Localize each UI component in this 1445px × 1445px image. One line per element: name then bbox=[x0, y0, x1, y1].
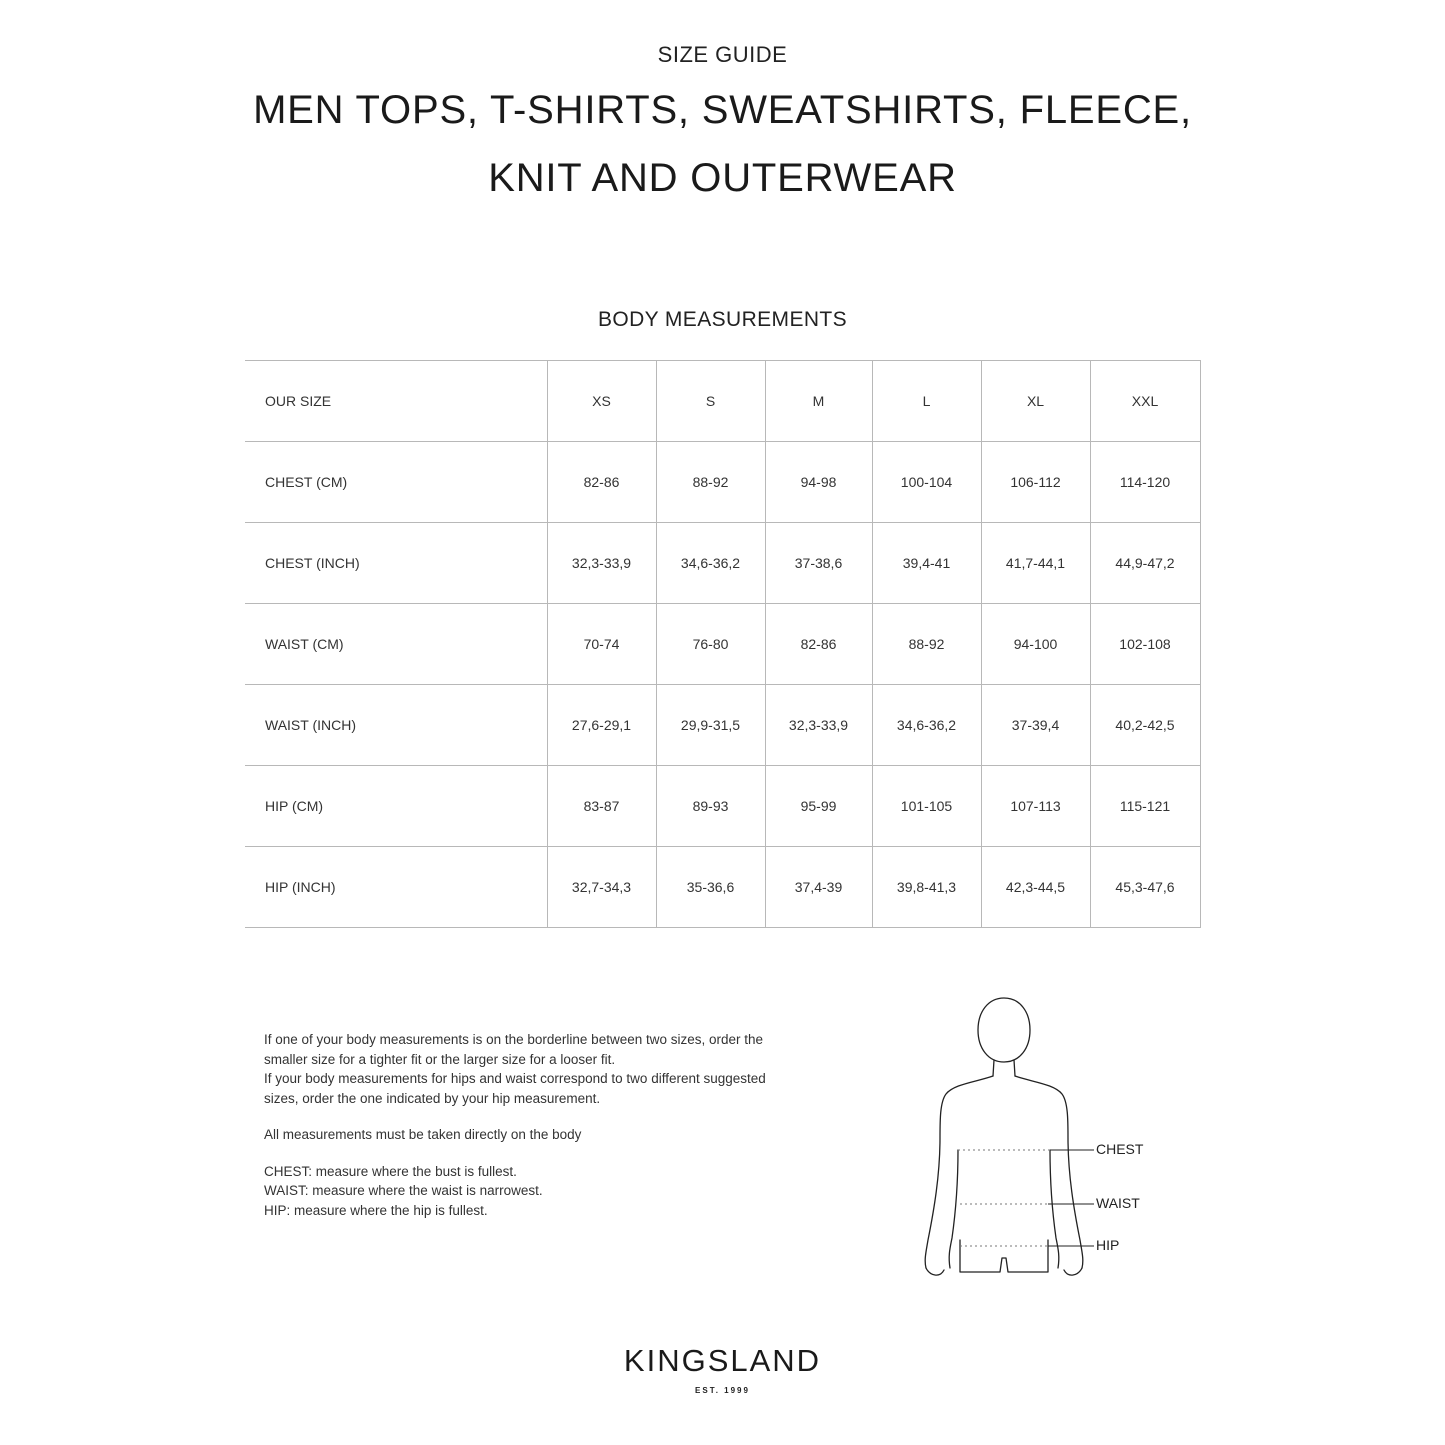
brand-logo: KINGSLAND bbox=[623, 1343, 822, 1378]
page-title-line-2: KNIT AND OUTERWEAR bbox=[488, 156, 957, 200]
note-line: All measurements must be taken directly on the body bbox=[264, 1127, 582, 1142]
body-measurement-figure bbox=[900, 990, 1170, 1290]
size-header-cell: XL bbox=[981, 361, 1090, 442]
table-cell: 83-87 bbox=[547, 766, 656, 847]
table-cell: 88-92 bbox=[656, 442, 765, 523]
table-cell: 34,6-36,2 bbox=[872, 685, 981, 766]
spacer bbox=[264, 1108, 864, 1125]
table-row bbox=[245, 685, 1200, 766]
table-cell: 114-120 bbox=[1090, 442, 1200, 523]
body-silhouette-icon bbox=[900, 990, 1170, 1290]
table-cell: 32,3-33,9 bbox=[765, 685, 872, 766]
row-label: OUR SIZE bbox=[245, 361, 547, 442]
note-line: If one of your body measurements is on the borderline between two sizes, order the bbox=[264, 1032, 764, 1047]
table-cell: 107-113 bbox=[981, 766, 1090, 847]
row-label: CHEST (INCH) bbox=[245, 523, 547, 604]
table-cell: 106-112 bbox=[981, 442, 1090, 523]
table-cell: 115-121 bbox=[1090, 766, 1200, 847]
table-cell: 94-100 bbox=[981, 604, 1090, 685]
size-header-cell: S bbox=[656, 361, 765, 442]
table-cell: 76-80 bbox=[656, 604, 765, 685]
table-cell: 82-86 bbox=[547, 442, 656, 523]
table-row-header bbox=[245, 361, 1200, 442]
waist-label: WAIST bbox=[1096, 1195, 1140, 1211]
table-cell: 40,2-42,5 bbox=[1090, 685, 1200, 766]
table-cell: 89-93 bbox=[656, 766, 765, 847]
table-cell: 37-39,4 bbox=[981, 685, 1090, 766]
table-row bbox=[245, 766, 1200, 847]
note-line: CHEST: measure where the bust is fullest. bbox=[264, 1163, 517, 1179]
table-cell: 32,3-33,9 bbox=[547, 523, 656, 604]
table-cell: 70-74 bbox=[547, 604, 656, 685]
table-cell: 37,4-39 bbox=[765, 847, 872, 928]
header-kicker: SIZE GUIDE bbox=[657, 42, 788, 67]
table-cell: 27,6-29,1 bbox=[547, 685, 656, 766]
row-label: WAIST (CM) bbox=[245, 604, 547, 685]
size-table bbox=[245, 360, 1201, 928]
row-label: WAIST (INCH) bbox=[245, 685, 547, 766]
note-line: HIP: measure where the hip is fullest. bbox=[264, 1202, 488, 1218]
table-cell: 101-105 bbox=[872, 766, 981, 847]
note-line: WAIST: measure where the waist is narrowest. bbox=[264, 1183, 543, 1198]
note-line: sizes, order the one indicated by your hip measurement. bbox=[264, 1090, 601, 1106]
size-table-body bbox=[245, 361, 1200, 928]
note-line: smaller size for a tighter fit or the larger size for a looser fit. bbox=[264, 1051, 616, 1067]
fit-notes bbox=[264, 1030, 864, 1220]
table-row bbox=[245, 847, 1200, 928]
table-cell: 37-38,6 bbox=[765, 523, 872, 604]
table-cell: 95-99 bbox=[765, 766, 872, 847]
spacer bbox=[264, 1145, 864, 1162]
section-title: BODY MEASUREMENTS bbox=[597, 308, 848, 331]
table-cell: 88-92 bbox=[872, 604, 981, 685]
table-cell: 44,9-47,2 bbox=[1090, 523, 1200, 604]
row-label: HIP (INCH) bbox=[245, 847, 547, 928]
chest-label: CHEST bbox=[1096, 1141, 1144, 1157]
brand-established: EST. 1999 bbox=[695, 1386, 750, 1395]
row-label: CHEST (CM) bbox=[245, 442, 547, 523]
table-row bbox=[245, 523, 1200, 604]
table-cell: 41,7-44,1 bbox=[981, 523, 1090, 604]
table-cell: 45,3-47,6 bbox=[1090, 847, 1200, 928]
page-title bbox=[0, 76, 1445, 212]
table-cell: 39,4-41 bbox=[872, 523, 981, 604]
table-cell: 29,9-31,5 bbox=[656, 685, 765, 766]
note-line: If your body measurements for hips and waist correspond to two different suggested bbox=[264, 1071, 766, 1086]
size-header-cell: L bbox=[872, 361, 981, 442]
table-cell: 35-36,6 bbox=[656, 847, 765, 928]
hip-label: HIP bbox=[1096, 1237, 1120, 1253]
table-cell: 34,6-36,2 bbox=[656, 523, 765, 604]
table-cell: 39,8-41,3 bbox=[872, 847, 981, 928]
size-header-cell: XS bbox=[547, 361, 656, 442]
table-row bbox=[245, 442, 1200, 523]
size-header-cell: XXL bbox=[1090, 361, 1200, 442]
row-label: HIP (CM) bbox=[245, 766, 547, 847]
table-cell: 94-98 bbox=[765, 442, 872, 523]
table-cell: 102-108 bbox=[1090, 604, 1200, 685]
table-cell: 32,7-34,3 bbox=[547, 847, 656, 928]
table-cell: 42,3-44,5 bbox=[981, 847, 1090, 928]
table-cell: 82-86 bbox=[765, 604, 872, 685]
page-title-line-1: MEN TOPS, T-SHIRTS, SWEATSHIRTS, FLEECE, bbox=[253, 88, 1192, 132]
size-header-cell: M bbox=[765, 361, 872, 442]
table-cell: 100-104 bbox=[872, 442, 981, 523]
table-row bbox=[245, 604, 1200, 685]
